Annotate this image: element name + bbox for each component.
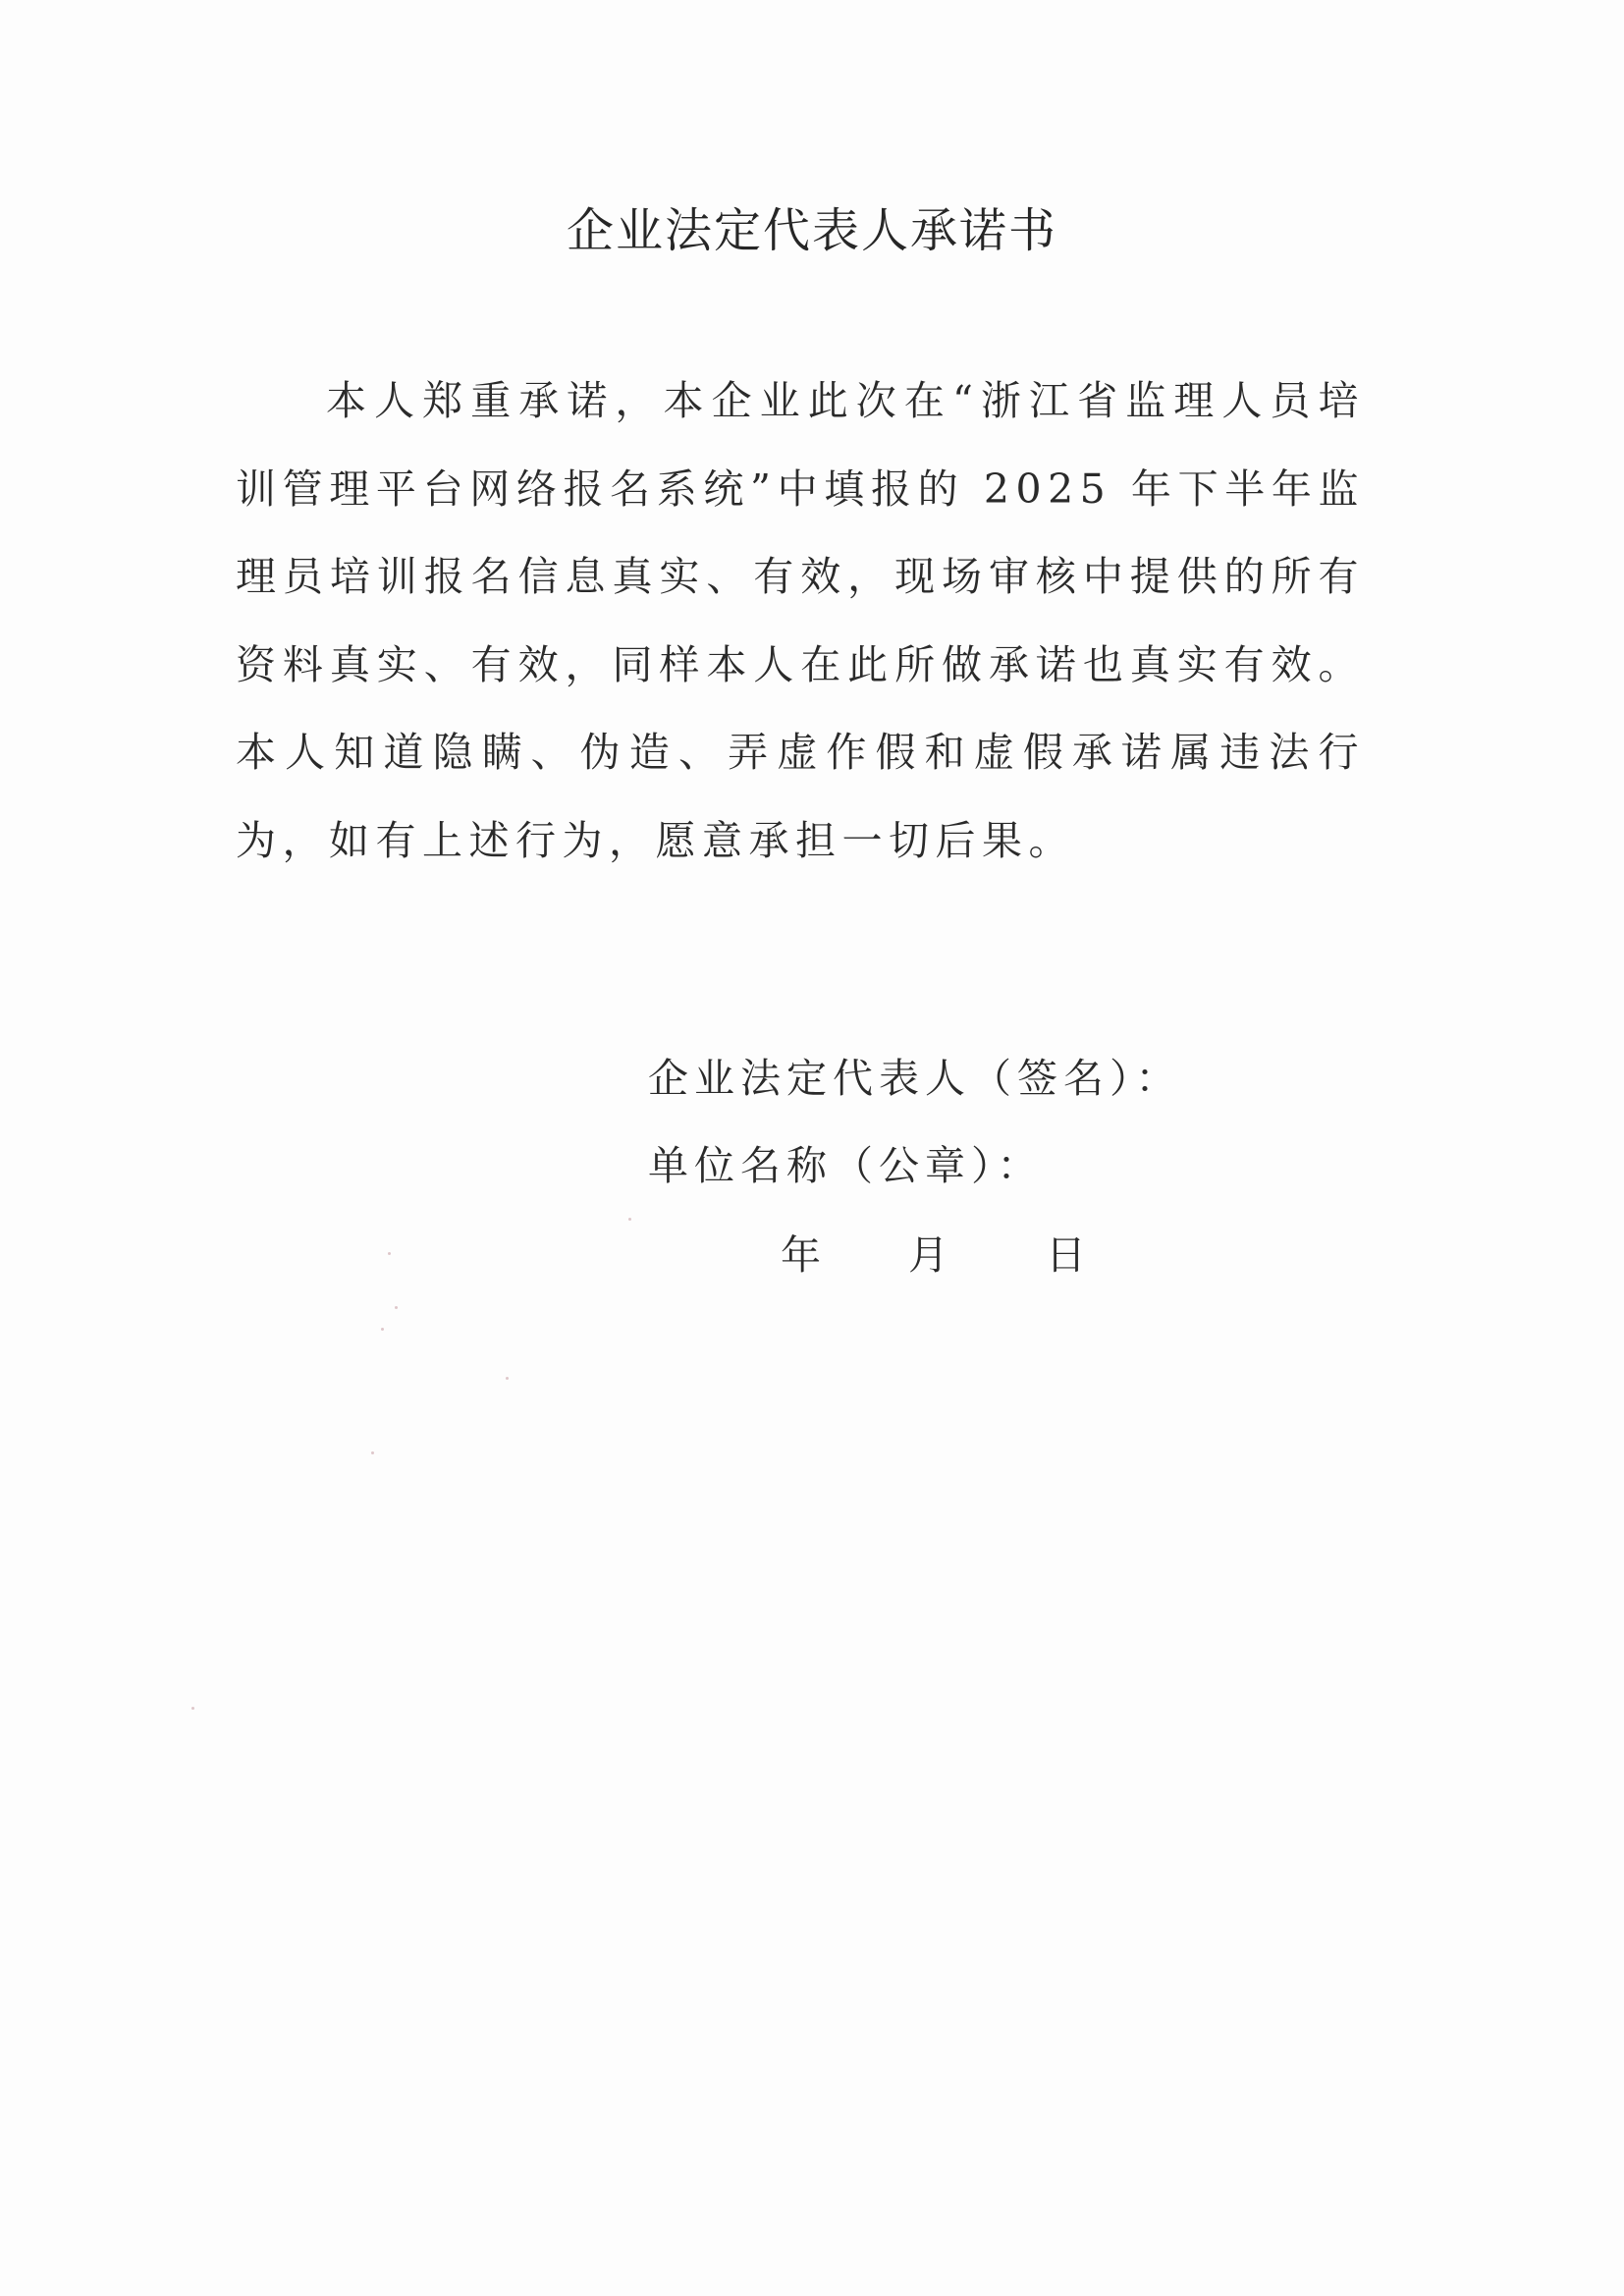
scan-speck	[381, 1328, 384, 1331]
scan-speck	[388, 1252, 391, 1255]
signature-block	[648, 1044, 1335, 1219]
scan-speck	[371, 1451, 374, 1454]
commitment-paragraph: 本人郑重承诺，本企业此次在“浙江省监理人员培训管理平台网络报名系统”中填报的 2025 年下半年监理员培训报名信息真实、有效，现场审核中提供的所有资料真实、有效，同样本人在此所做承诺也真实有效。本人知道隐瞒、伪造、弄虚作假和虚假承诺属违法行为，如有上述行为，愿意承担一切后果。	[236, 377, 1365, 864]
date-month-label: 月	[908, 1231, 948, 1279]
scan-speck	[191, 1707, 194, 1710]
unit-name-seal-label: 单位名称（公章）：	[648, 1142, 1044, 1189]
scan-speck	[628, 1218, 631, 1221]
scan-speck	[395, 1306, 398, 1309]
date-day-label: 日	[1046, 1231, 1086, 1279]
scan-speck	[506, 1377, 509, 1380]
document-title: 企业法定代表人承诺书	[566, 203, 1057, 258]
date-year-label: 年	[781, 1231, 821, 1279]
date-line	[781, 1221, 1086, 1289]
legal-representative-signature-label: 企业法定代表人（签名）：	[648, 1055, 1182, 1102]
